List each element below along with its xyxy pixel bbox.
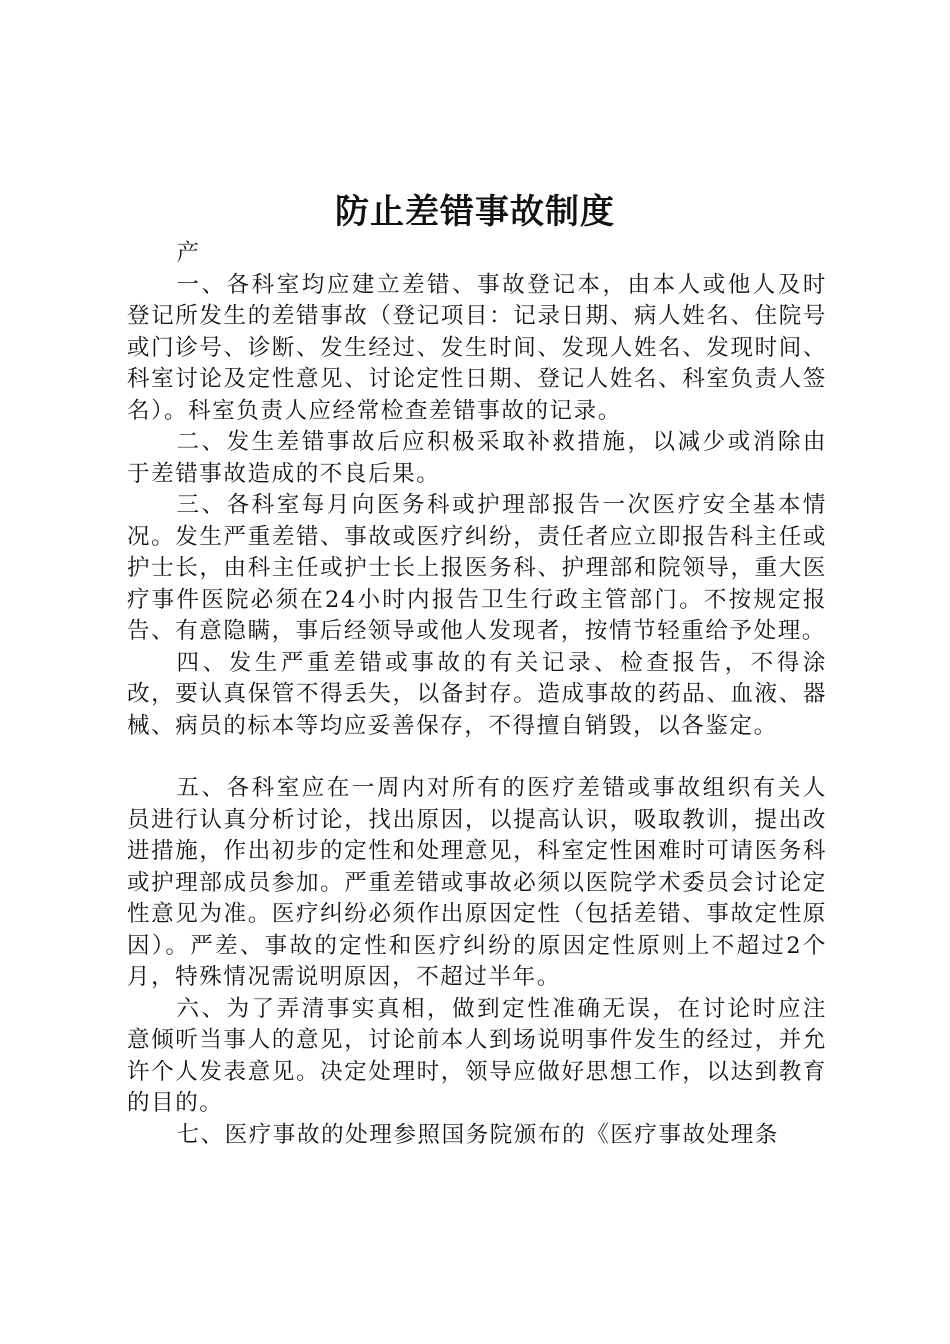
paragraph-7-regulation: 七、医疗事故的处理参照国务院颁布的《医疗事故处理条 xyxy=(176,1121,780,1148)
paragraph-1-registration: 一、各科室均应建立差错、事故登记本，由本人或他人及时登记所发生的差错事故（登记项目：记录日期、病人姓名、住院号或门诊号、诊断、发生经过、发生时间、发现人姓名、发现时间、科室讨论及定性意见、讨论定性日期、登记人姓名、科室负责人签名）。科室负责人应经常检查差错事故的记录。 xyxy=(127,271,827,424)
document-title: 防止差错事故制度 xyxy=(335,192,615,232)
paragraph-fragment: 产 xyxy=(176,240,201,266)
paragraph-2-remedy: 二、发生差错事故后应积极采取补救措施，以减少或消除由于差错事故造成的不良后果。 xyxy=(127,429,827,487)
document-body xyxy=(127,238,827,1151)
paragraph-3-reporting: 三、各科室每月向医务科或护理部报告一次医疗安全基本情况。发生严重差错、事故或医疗纠纷，责任者应立即报告科主任或护士长，由科主任或护士长上报医务科、护理部和院领导，重大医疗事件医院必须在24小时内报告卫生行政主管部门。不按规定报告、有意隐瞒，事后经领导或他人发现者，按情节轻重给予处理。 xyxy=(127,492,827,644)
paragraph-4-records: 四、发生严重差错或事故的有关记录、检查报告，不得涂改，要认真保管不得丢失，以备封存。造成事故的药品、血液、器械、病员的标本等均应妥善保存，不得擅自销毁，以各鉴定。 xyxy=(127,649,827,739)
paragraph-5-analysis: 五、各科室应在一周内对所有的医疗差错或事故组织有关人员进行认真分析讨论，找出原因，以提高认识，吸取教训，提出改进措施，作出初步的定性和处理意见，科室定性困难时可请医务科或护理部成员参加。严重差错或事故必须以医院学术委员会讨论定性意见为准。医疗纠纷必须作出原因定性（包括差错、事故定性原因）。严差、事故的定性和医疗纠纷的原因定性原则上不超过2个月，特殊情况需说明原因，不超过半年。 xyxy=(127,775,827,990)
paragraph-6-discussion: 六、为了弄清事实真相，做到定性准确无误，在讨论时应注意倾听当事人的意见，讨论前本人到场说明事件发生的经过，并允许个人发表意见。决定处理时，领导应做好思想工作，以达到教育的目的。 xyxy=(127,995,827,1116)
